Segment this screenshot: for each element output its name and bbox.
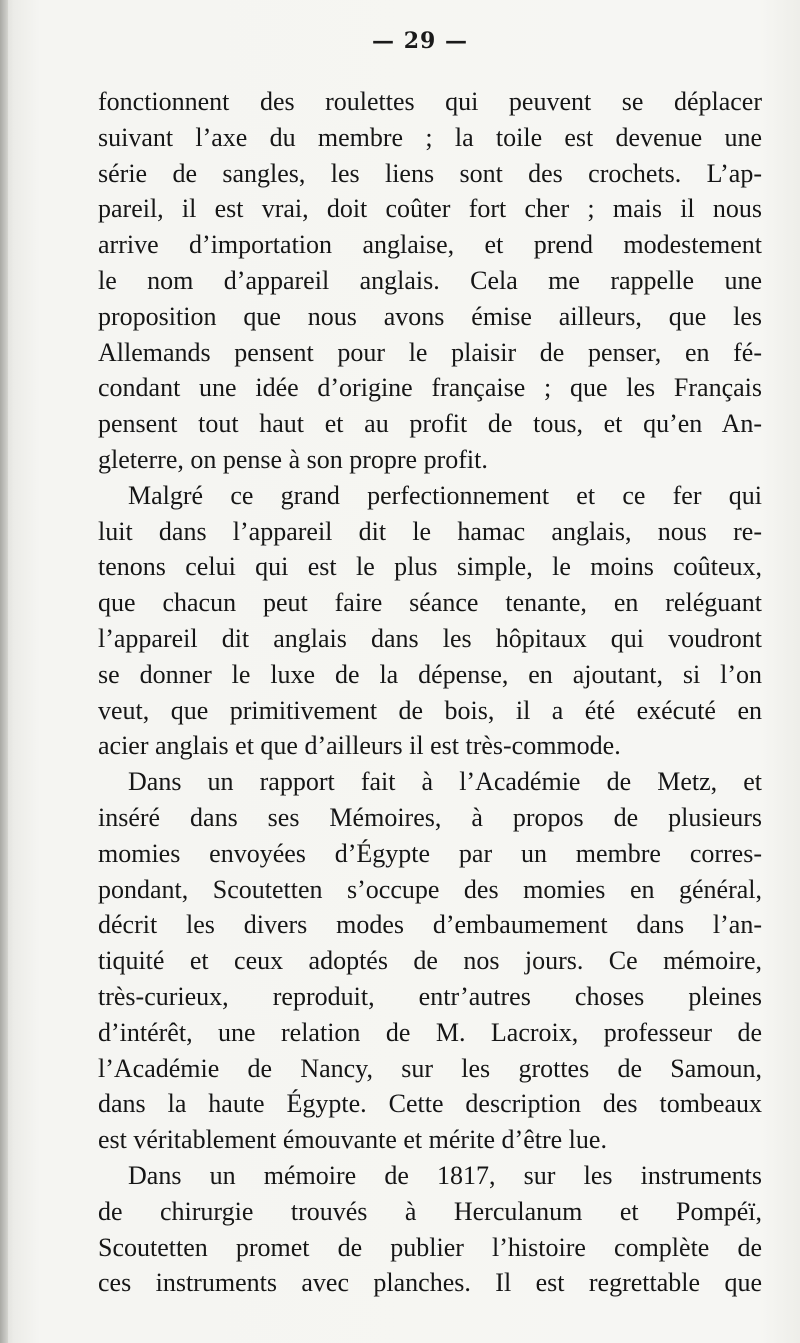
text-line: que chacun peut faire séance tenante, en reléguant — [98, 588, 762, 618]
text-line: Dans un rapport fait à l’Académie de Metz, et — [128, 767, 762, 797]
text-line: est véritablement émouvante et mérite d’être lue. — [98, 1125, 607, 1155]
text-line: dans la haute Égypte. Cette description des tombeaux — [98, 1089, 762, 1119]
text-line: décrit les divers modes d’embaumement dans l’an- — [98, 910, 762, 940]
text-line: série de sangles, les liens sont des crochets. L’ap- — [98, 158, 762, 188]
text-line: pareil, il est vrai, doit coûter fort cher ; mais il nous — [98, 194, 762, 224]
text-line: l’Académie de Nancy, sur les grottes de Samoun, — [98, 1053, 762, 1083]
text-line: gleterre, on pense à son propre profit. — [98, 444, 488, 474]
page-number: — 29 — — [372, 28, 468, 54]
text-line: pensent tout haut et au profit de tous, et qu’en An- — [98, 409, 762, 439]
text-line: le nom d’appareil anglais. Cela me rappelle une — [98, 265, 762, 295]
page-spine-shadow — [0, 0, 8, 1343]
text-line: de chirurgie trouvés à Herculanum et Pompéï, — [98, 1196, 762, 1226]
text-line: arrive d’importation anglaise, et prend modestement — [98, 230, 762, 260]
text-line: l’appareil dit anglais dans les hôpitaux qui voudront — [98, 623, 762, 653]
text-line: d’intérêt, une relation de M. Lacroix, professeur de — [98, 1017, 762, 1047]
text-line: se donner le luxe de la dépense, en ajoutant, si l’on — [98, 659, 762, 689]
text-line: Allemands pensent pour le plaisir de penser, en fé- — [98, 337, 762, 367]
text-line: acier anglais et que d’ailleurs il est très-commode. — [98, 731, 621, 761]
text-line: Dans un mémoire de 1817, sur les instruments — [128, 1160, 762, 1190]
text-line: pondant, Scoutetten s’occupe des momies en général, — [98, 874, 762, 904]
text-line: Scoutetten promet de publier l’histoire complète de — [98, 1232, 762, 1262]
text-line: suivant l’axe du membre ; la toile est devenue une — [98, 122, 762, 152]
text-line: très-curieux, reproduit, entr’autres choses pleines — [98, 981, 762, 1011]
text-line: inséré dans ses Mémoires, à propos de plusieurs — [98, 802, 762, 832]
text-line: veut, que primitivement de bois, il a été exécuté en — [98, 695, 762, 725]
text-line: proposition que nous avons émise ailleurs, que les — [98, 301, 762, 331]
text-line: ces instruments avec planches. Il est regrettable que — [98, 1268, 762, 1298]
body-text — [98, 84, 762, 1301]
text-line: tenons celui qui est le plus simple, le moins coûteux, — [98, 552, 762, 582]
text-line: tiquité et ceux adoptés de nos jours. Ce mémoire, — [98, 946, 762, 976]
text-line: momies envoyées d’Égypte par un membre corres- — [98, 838, 762, 868]
text-line: luit dans l’appareil dit le hamac anglais, nous re- — [98, 516, 762, 546]
text-line: condant une idée d’origine française ; que les Français — [98, 373, 762, 403]
text-line: fonctionnent des roulettes qui peuvent se déplacer — [98, 87, 762, 116]
text-line: Malgré ce grand perfectionnement et ce fer qui — [128, 480, 762, 510]
